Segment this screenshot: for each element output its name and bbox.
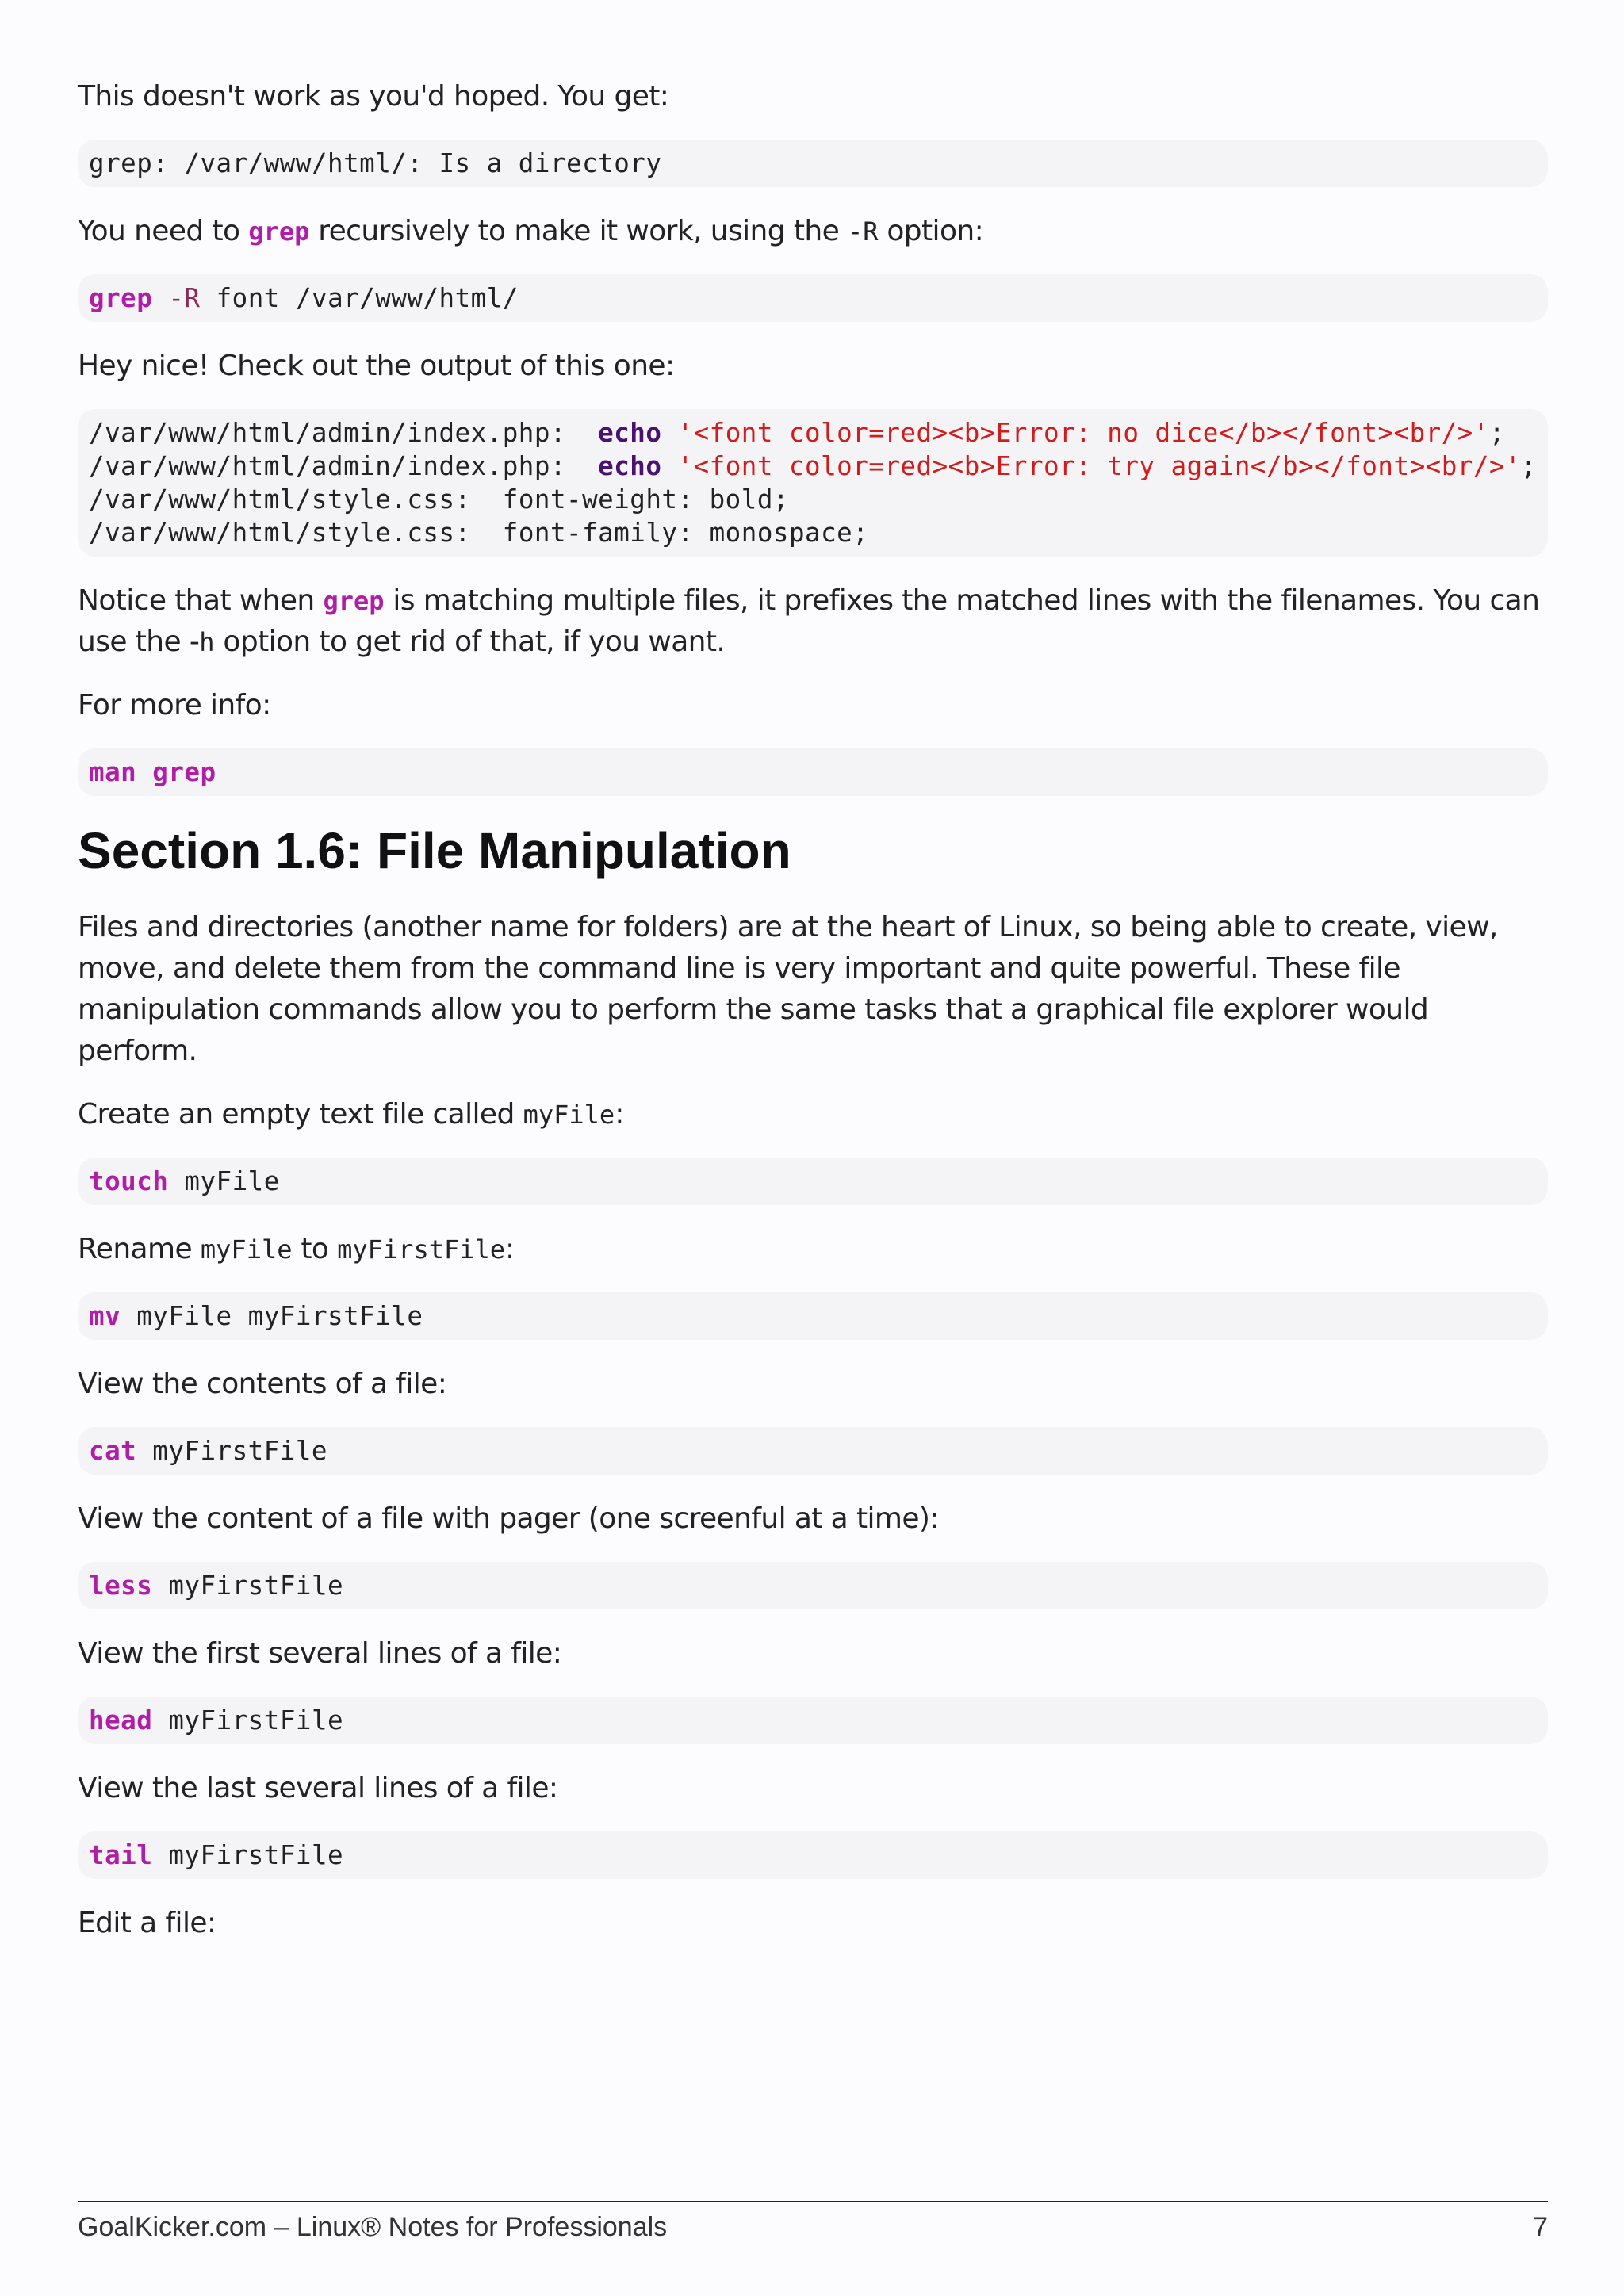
output-line	[89, 451, 1537, 481]
text-span: is matching multiple files, it prefixes the matched lines with the filenames. You can use the -	[78, 584, 1540, 658]
output-end: ;	[1488, 418, 1505, 448]
cmd-keyword: touch	[89, 1166, 169, 1196]
section-title: Section 1.6: File Manipulation	[78, 822, 791, 879]
notice-text	[78, 580, 1548, 663]
cat-command-block	[78, 1427, 1548, 1475]
cmd-flag: -R	[168, 283, 201, 313]
output-keyword: echo	[598, 418, 662, 448]
output-keyword: echo	[598, 451, 662, 481]
cmd-arg: font	[216, 283, 280, 313]
page-number: 7	[1533, 2212, 1548, 2242]
edit-text: Edit a file:	[78, 1907, 216, 1939]
cmd-args: myFirstFile	[136, 1436, 328, 1466]
cmd-keyword: tail	[89, 1840, 153, 1870]
text-span: :	[505, 1233, 515, 1265]
text-span: Notice that when	[78, 584, 324, 617]
text-span: to	[292, 1233, 338, 1265]
touch-command-block	[78, 1158, 1548, 1205]
tail-command-block	[78, 1831, 1548, 1879]
cmd-keyword: less	[89, 1571, 153, 1601]
inline-grep: grep	[323, 586, 385, 616]
text-span: Rename	[78, 1233, 201, 1265]
item-text	[78, 1094, 1548, 1135]
grep-command-block	[78, 274, 1548, 322]
output-end: ;	[1521, 451, 1538, 481]
output-string: '<font color=red><b>Error: try again</b></font><br/>'	[677, 451, 1522, 481]
recursive-text	[78, 211, 1548, 252]
cmd-args: myFirstFile	[152, 1705, 344, 1735]
item-text: View the content of a file with pager (one screenful at a time):	[78, 1502, 939, 1535]
output-rest: font-family: monospace;	[502, 518, 869, 548]
grep-output-block	[78, 409, 1548, 557]
inline-code: myFile	[200, 1234, 293, 1265]
cmd-args: myFile myFirstFile	[121, 1301, 423, 1331]
output-string: '<font color=red><b>Error: no dice</b></font><br/>'	[677, 418, 1489, 448]
document-page	[78, 76, 1548, 1966]
cmd-args: myFirstFile	[152, 1840, 344, 1870]
text-span: Create an empty text file called	[78, 1098, 523, 1131]
output-line	[89, 418, 1505, 448]
footer-source: GoalKicker.com – Linux® Notes for Professionals	[78, 2212, 668, 2242]
output-line	[89, 484, 789, 515]
inline-flag: -R	[847, 216, 879, 247]
cmd-keyword: head	[89, 1705, 153, 1735]
output-file: /var/www/html/style.css:	[89, 518, 471, 548]
intro-text: This doesn't work as you'd hoped. You get:	[78, 80, 669, 113]
text-span: option:	[878, 215, 984, 247]
more-info-text: For more info:	[78, 689, 271, 721]
cmd-args: myFirstFile	[152, 1571, 344, 1601]
cmd-path: /var/www/html/	[295, 283, 519, 313]
inline-grep: grep	[248, 216, 310, 247]
text-span: option to get rid of that, if you want.	[214, 626, 726, 658]
output-file: /var/www/html/admin/index.php:	[89, 418, 566, 448]
page-footer	[78, 2201, 1548, 2243]
item-text	[78, 1229, 1548, 1270]
cmd-args: myFile	[168, 1166, 280, 1196]
item-text: View the contents of a file:	[78, 1368, 447, 1400]
output-rest: font-weight: bold;	[502, 484, 789, 515]
mv-command-block	[78, 1292, 1548, 1340]
output-line	[89, 518, 868, 548]
item-text: View the first several lines of a file:	[78, 1637, 562, 1670]
cmd-keyword: mv	[89, 1301, 121, 1331]
section-paragraph: Files and directories (another name for folders) are at the heart of Linux, so being able to create, view, move, and delete them from the command line is very important and quite powerful. These file manipulation commands allow you to perform the same tasks that a graphical file explorer would perform.	[78, 911, 1498, 1067]
text-span: recursively to make it work, using the	[309, 215, 848, 247]
output-file: /var/www/html/style.css:	[89, 484, 471, 515]
inline-code: myFirstFile	[337, 1234, 506, 1265]
text-span: :	[615, 1098, 624, 1131]
man-grep-block: man grep	[78, 748, 1548, 796]
inline-code: myFile	[523, 1100, 615, 1130]
output-file: /var/www/html/admin/index.php:	[89, 451, 566, 481]
nice-text: Hey nice! Check out the output of this one:	[78, 350, 675, 382]
cmd-keyword: cat	[89, 1436, 137, 1466]
item-text: View the last several lines of a file:	[78, 1772, 558, 1804]
text-span: You need to	[78, 215, 249, 247]
cmd-keyword: grep	[89, 283, 153, 313]
head-command-block	[78, 1697, 1548, 1744]
error-output-block: grep: /var/www/html/: Is a directory	[78, 140, 1548, 187]
inline-flag: h	[199, 627, 215, 657]
less-command-block	[78, 1562, 1548, 1609]
